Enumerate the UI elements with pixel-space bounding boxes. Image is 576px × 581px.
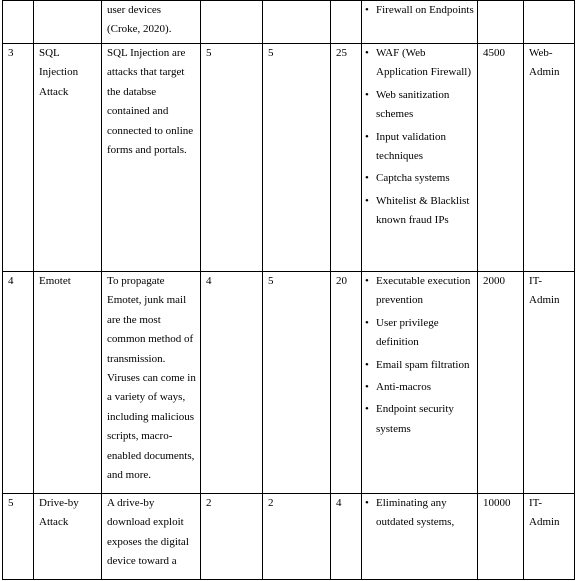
cell-impact <box>263 272 331 494</box>
cell-text-impact: 2 <box>268 497 274 509</box>
cell-owner <box>524 272 575 494</box>
control-text: • Endpoint security systems <box>376 403 454 435</box>
cell-description <box>102 494 201 580</box>
cell-text-owner: IT-Admin <box>529 275 560 307</box>
cell-no <box>3 494 34 580</box>
cell-text-no: 3 <box>8 47 14 59</box>
cell-text-likelihood: 2 <box>206 497 212 509</box>
cell-description <box>102 272 201 494</box>
cell-text-owner: Web-Admin <box>529 47 560 79</box>
table-row <box>3 1 575 44</box>
cell-controls <box>362 272 478 494</box>
cell-owner <box>524 494 575 580</box>
control-item <box>367 86 474 125</box>
control-text: • Firewall on Endpoints <box>376 4 474 16</box>
cell-text-impact: 5 <box>268 47 274 59</box>
cell-likelihood <box>201 272 263 494</box>
cell-text-impact: 5 <box>268 275 274 287</box>
control-text: • Whitelist & Blacklist known fraud IPs <box>376 194 470 227</box>
cell-text-risk: 4 <box>336 497 342 509</box>
cell-text-likelihood: 5 <box>206 47 212 59</box>
cell-text-no: 5 <box>8 497 14 509</box>
table-row <box>3 494 575 580</box>
cell-risk <box>331 272 362 494</box>
control-text: • Web sanitization schemes <box>376 88 450 121</box>
control-text: • WAF (Web Application Firewall) <box>376 47 472 79</box>
cell-controls <box>362 494 478 580</box>
cell-attack <box>34 272 102 494</box>
cell-text-cost: 2000 <box>483 275 505 287</box>
cell-risk <box>331 44 362 272</box>
cell-attack <box>34 44 102 272</box>
table-body <box>3 1 575 580</box>
cell-no <box>3 44 34 272</box>
control-text: • Input validation techniques <box>376 130 446 163</box>
cell-text-risk: 25 <box>336 47 347 59</box>
cell-controls <box>362 1 478 44</box>
cell-impact <box>263 44 331 272</box>
cell-text-description: SQL Injection are attacks that target the databse contained and connected to online forms and portals. <box>107 47 194 157</box>
cell-impact <box>263 1 331 44</box>
control-text: • Email spam filtration <box>376 358 470 371</box>
cell-description <box>102 44 201 272</box>
cell-text-likelihood: 4 <box>206 275 212 287</box>
cell-text-description: To propagate Emotet, junk mail are the most common method of transmission. Viruses can come in a variety of ways, including malicious scripts, macro-enabled documents, and more. <box>107 275 196 482</box>
cell-impact <box>263 494 331 580</box>
cell-description <box>102 1 201 44</box>
cell-no <box>3 272 34 494</box>
control-item <box>367 378 474 397</box>
cell-cost <box>478 1 524 44</box>
control-item <box>367 44 474 83</box>
control-item <box>367 494 474 533</box>
control-item <box>367 400 474 439</box>
control-text: • Anti-macros <box>376 381 431 394</box>
cell-text-description: A drive-by download exploit exposes the digital device toward a <box>107 497 189 568</box>
control-item <box>367 128 474 167</box>
cell-likelihood <box>201 1 263 44</box>
cell-likelihood <box>201 494 263 580</box>
cell-text-attack: Emotet <box>39 275 71 287</box>
cell-cost <box>478 494 524 580</box>
cell-attack <box>34 1 102 44</box>
table-row <box>3 272 575 494</box>
cell-text-description: user devices (Croke, 2020). <box>107 4 172 36</box>
cell-owner <box>524 1 575 44</box>
controls-list <box>367 1 474 20</box>
control-item <box>367 192 474 231</box>
cell-text-no: 4 <box>8 275 14 287</box>
controls-list <box>367 44 474 231</box>
control-text: • Captcha systems <box>376 172 450 185</box>
control-text: • Executable execution prevention <box>376 275 471 307</box>
cell-text-cost: 10000 <box>483 497 511 509</box>
control-item <box>367 356 474 375</box>
control-text: • Eliminating any outdated systems, <box>376 497 455 529</box>
risk-register-table <box>2 0 575 580</box>
cell-text-cost: 4500 <box>483 47 505 59</box>
cell-text-risk: 20 <box>336 275 347 287</box>
table-row <box>3 44 575 272</box>
cell-risk <box>331 494 362 580</box>
cell-cost <box>478 44 524 272</box>
control-text: • User privilege definition <box>376 316 439 349</box>
control-item <box>367 272 474 311</box>
cell-cost <box>478 272 524 494</box>
control-item <box>367 314 474 353</box>
cell-owner <box>524 44 575 272</box>
cell-risk <box>331 1 362 44</box>
cell-no <box>3 1 34 44</box>
cell-text-owner: IT-Admin <box>529 497 560 529</box>
control-item <box>367 1 474 20</box>
cell-attack <box>34 494 102 580</box>
control-item <box>367 169 474 188</box>
cell-likelihood <box>201 44 263 272</box>
controls-list <box>367 494 474 533</box>
cell-text-attack: Drive-by Attack <box>39 497 79 529</box>
cell-text-attack: SQL Injection Attack <box>39 47 79 98</box>
cell-controls <box>362 44 478 272</box>
controls-list <box>367 272 474 439</box>
